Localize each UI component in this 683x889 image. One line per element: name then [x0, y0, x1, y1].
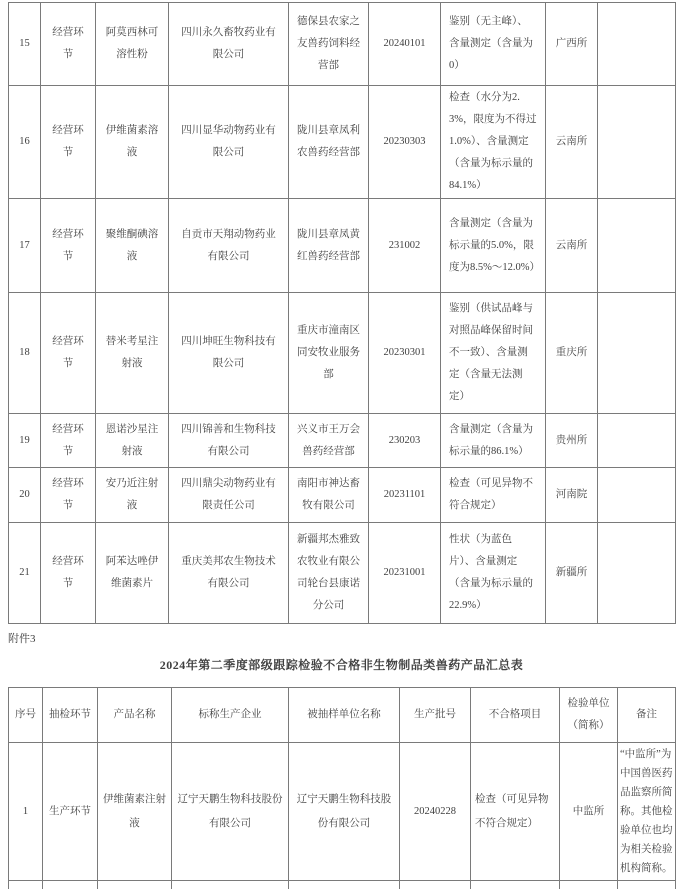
cell-inspector: 中监所 — [560, 743, 618, 881]
cell-no: 15 — [9, 3, 41, 86]
cell-items: 鉴别（无主峰）、含量测定（含量为0） — [441, 3, 546, 86]
table-row — [9, 468, 676, 523]
upper-results-table — [8, 2, 676, 624]
cell-product: 伊维菌素溶液 — [96, 86, 169, 199]
cell-empty — [289, 881, 400, 889]
header-row — [9, 688, 676, 743]
cell-no: 18 — [9, 293, 41, 414]
cell-remark — [598, 414, 676, 468]
table-row — [9, 523, 676, 624]
partial-row — [9, 881, 676, 889]
cell-items: 含量测定（含量为标示量的86.1%） — [441, 414, 546, 468]
attachment-label: 附件3 — [8, 633, 36, 645]
table-row — [9, 199, 676, 293]
cell-empty — [43, 881, 98, 889]
cell-remark — [598, 293, 676, 414]
cell-inspector: 重庆所 — [546, 293, 598, 414]
cell-empty — [471, 881, 560, 889]
cell-stage: 经营环节 — [41, 86, 96, 199]
cell-inspector: 云南所 — [546, 199, 598, 293]
cell-sampled-unit: 陇川县章凤黄红兽药经营部 — [289, 199, 369, 293]
cell-product: 聚维酮碘溶液 — [96, 199, 169, 293]
cell-batch: 20230301 — [369, 293, 441, 414]
header-inspector: 检验单位（简称） — [560, 688, 618, 743]
cell-batch: 20240228 — [400, 743, 471, 881]
cell-items: 检查（可见异物不符合规定） — [441, 468, 546, 523]
cell-empty — [98, 881, 172, 889]
cell-product: 阿苯达唑伊维菌素片 — [96, 523, 169, 624]
table-row — [9, 743, 676, 881]
cell-no: 20 — [9, 468, 41, 523]
cell-stage: 经营环节 — [41, 523, 96, 624]
cell-sampled-unit: 兴义市王万会兽药经营部 — [289, 414, 369, 468]
header-batch: 生产批号 — [400, 688, 471, 743]
cell-stage: 经营环节 — [41, 414, 96, 468]
lower-summary-table — [8, 687, 676, 889]
cell-sampled-unit: 新疆邦杰雅致农牧业有限公司轮台县康诺分公司 — [289, 523, 369, 624]
cell-no: 17 — [9, 199, 41, 293]
cell-inspector: 新疆所 — [546, 523, 598, 624]
cell-no: 16 — [9, 86, 41, 199]
cell-items: 检查（可见异物不符合规定） — [471, 743, 560, 881]
cell-remark — [598, 468, 676, 523]
cell-product: 安乃近注射液 — [96, 468, 169, 523]
cell-empty — [560, 881, 618, 889]
header-stage: 抽检环节 — [43, 688, 98, 743]
cell-empty — [9, 881, 43, 889]
cell-sampled-unit: 德保县农家之友兽药饲料经营部 — [289, 3, 369, 86]
cell-empty — [400, 881, 471, 889]
cell-remark — [598, 86, 676, 199]
cell-batch: 20230303 — [369, 86, 441, 199]
cell-items: 含量测定（含量为标示量的5.0%，限度为8.5%～12.0%） — [441, 199, 546, 293]
cell-inspector: 云南所 — [546, 86, 598, 199]
header-remark: 备注 — [618, 688, 676, 743]
cell-stage: 经营环节 — [41, 293, 96, 414]
cell-items: 检查（水分为2.3%，限度为不得过1.0%）、含量测定（含量为标示量的84.1%） — [441, 86, 546, 199]
cell-stage: 经营环节 — [41, 199, 96, 293]
cell-inspector: 贵州所 — [546, 414, 598, 468]
cell-items: 鉴别（供试品峰与对照品峰保留时间不一致）、含量测定（含量无法测定） — [441, 293, 546, 414]
cell-remark — [598, 523, 676, 624]
cell-empty — [618, 881, 676, 889]
cell-stage: 经营环节 — [41, 468, 96, 523]
table-row — [9, 86, 676, 199]
header-items: 不合格项目 — [471, 688, 560, 743]
cell-manufacturer: 四川鼎尖动物药业有限责任公司 — [169, 468, 289, 523]
cell-product: 恩诺沙星注射液 — [96, 414, 169, 468]
cell-batch: 231002 — [369, 199, 441, 293]
cell-remark — [598, 3, 676, 86]
cell-remark — [598, 199, 676, 293]
cell-items: 性状（为蓝色片）、含量测定（含量为标示量的22.9%） — [441, 523, 546, 624]
cell-no: 1 — [9, 743, 43, 881]
cell-manufacturer: 自贡市天翔动物药业有限公司 — [169, 199, 289, 293]
cell-remark: “中监所”为中国兽医药品监察所简称。其他检验单位也均为相关检验机构简称。 — [618, 743, 676, 881]
table-row — [9, 293, 676, 414]
cell-no: 19 — [9, 414, 41, 468]
cell-manufacturer: 四川显华动物药业有限公司 — [169, 86, 289, 199]
table-row — [9, 3, 676, 86]
table2-title: 2024年第二季度部级跟踪检验不合格非生物制品类兽药产品汇总表 — [159, 658, 524, 672]
header-no: 序号 — [9, 688, 43, 743]
header-product: 产品名称 — [98, 688, 172, 743]
cell-stage: 经营环节 — [41, 3, 96, 86]
header-sampled-unit: 被抽样单位名称 — [289, 688, 400, 743]
header-manufacturer: 标称生产企业 — [172, 688, 289, 743]
cell-inspector: 河南院 — [546, 468, 598, 523]
cell-stage: 生产环节 — [43, 743, 98, 881]
cell-batch: 20240101 — [369, 3, 441, 86]
table-row — [9, 414, 676, 468]
cell-product: 替米考星注射液 — [96, 293, 169, 414]
cell-sampled-unit: 辽宁天鹏生物科技股份有限公司 — [289, 743, 400, 881]
cell-manufacturer: 四川锦善和生物科技有限公司 — [169, 414, 289, 468]
cell-batch: 20231101 — [369, 468, 441, 523]
cell-sampled-unit: 重庆市潼南区同安牧业服务部 — [289, 293, 369, 414]
cell-sampled-unit: 陇川县章凤利农兽药经营部 — [289, 86, 369, 199]
cell-manufacturer: 四川坤旺生物科技有限公司 — [169, 293, 289, 414]
cell-manufacturer: 重庆美邦农生物技术有限公司 — [169, 523, 289, 624]
cell-manufacturer: 辽宁天鹏生物科技股份有限公司 — [172, 743, 289, 881]
cell-no: 21 — [9, 523, 41, 624]
cell-sampled-unit: 南阳市神达畜牧有限公司 — [289, 468, 369, 523]
cell-empty — [172, 881, 289, 889]
cell-batch: 230203 — [369, 414, 441, 468]
cell-inspector: 广西所 — [546, 3, 598, 86]
cell-product: 阿莫西林可溶性粉 — [96, 3, 169, 86]
cell-batch: 20231001 — [369, 523, 441, 624]
cell-product: 伊维菌素注射液 — [98, 743, 172, 881]
cell-manufacturer: 四川永久畜牧药业有限公司 — [169, 3, 289, 86]
